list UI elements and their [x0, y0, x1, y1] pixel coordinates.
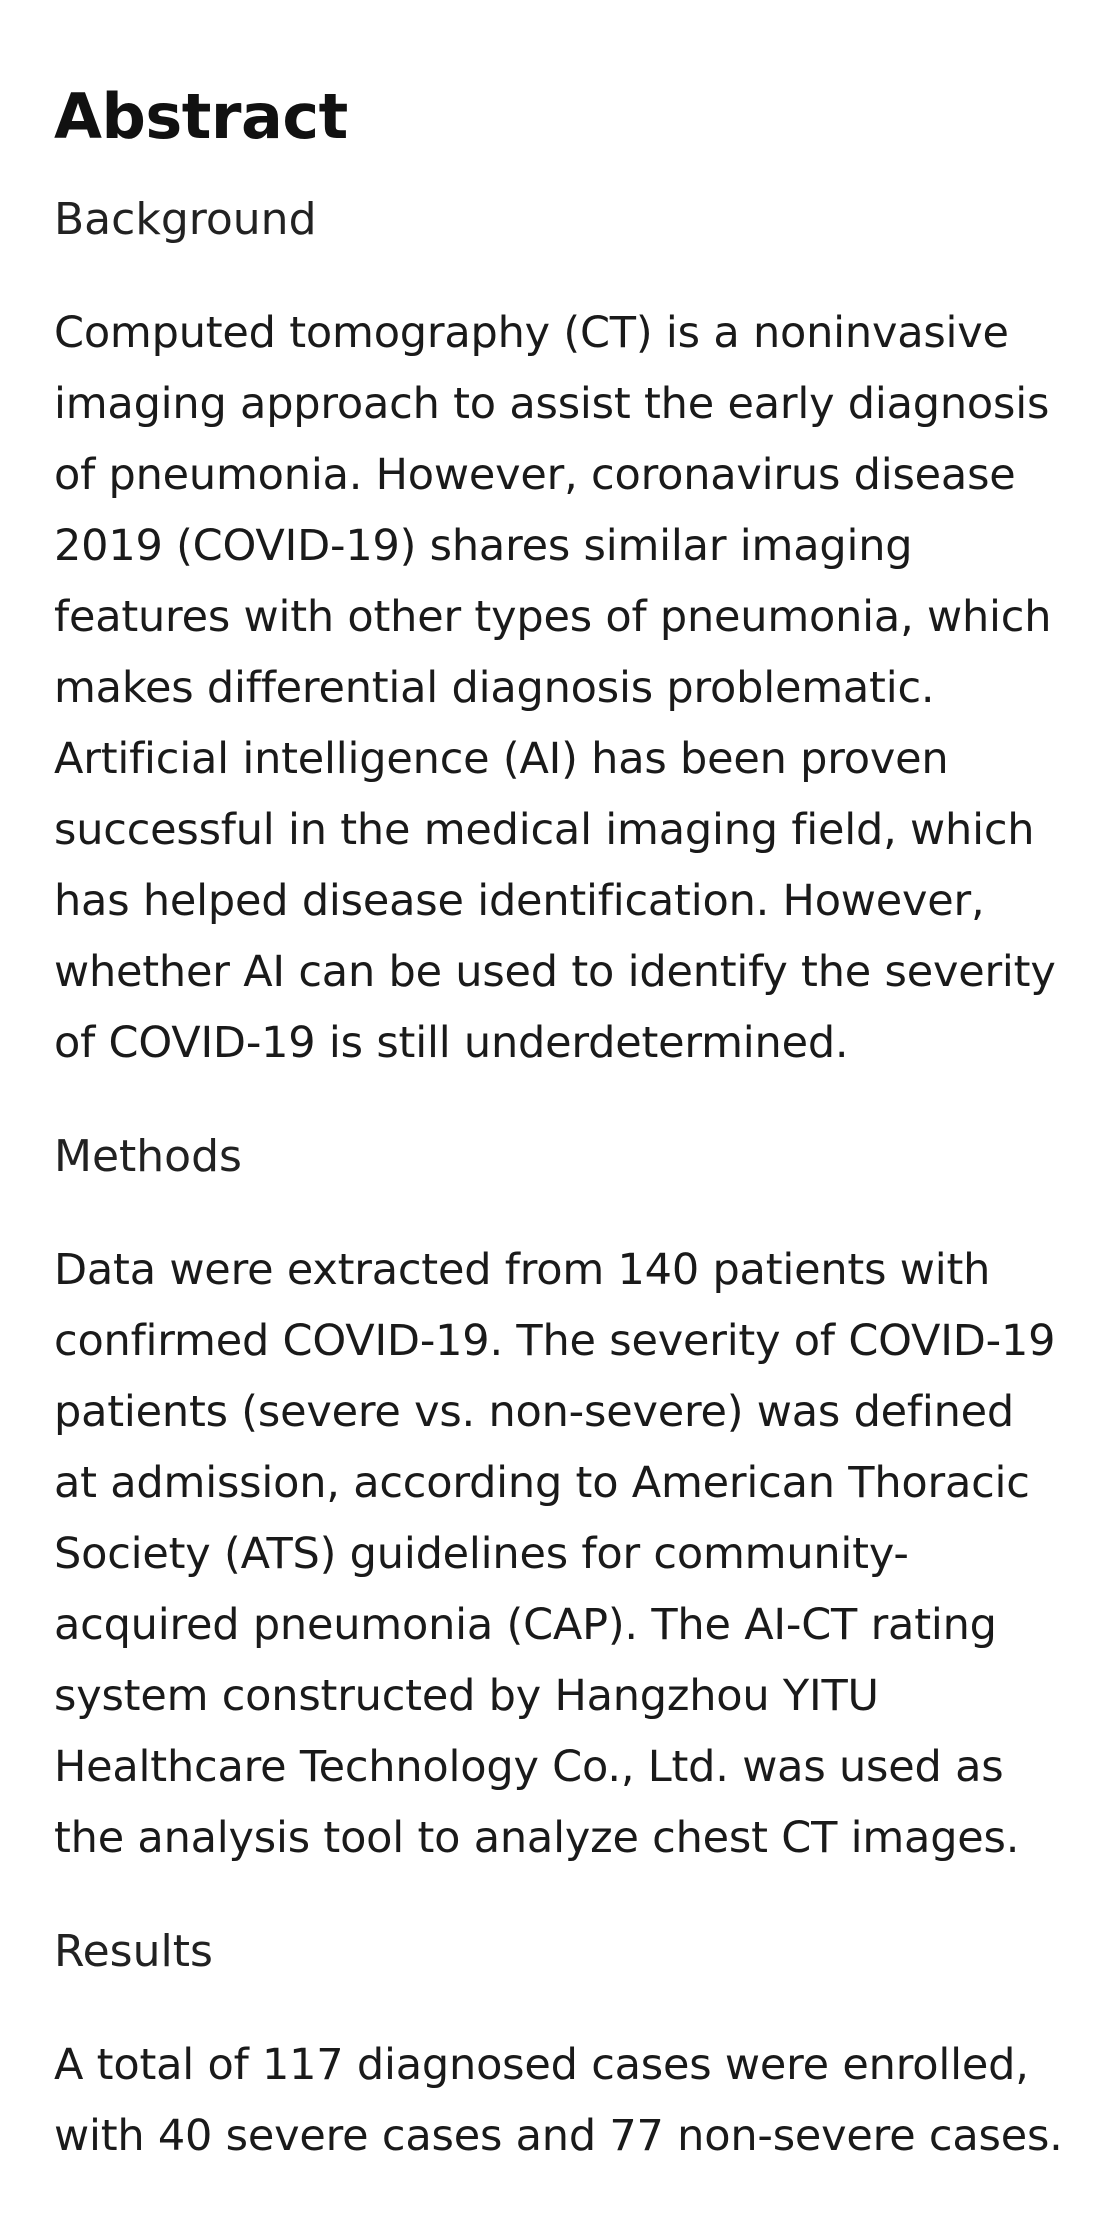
- results-text: A total of 117 diagnosed cases were enrolled, with 40 severe cases and 77 non-severe cases.: [54, 2040, 1063, 2161]
- methods-text: Data were extracted from 140 patients with confirmed COVID-19. The severity of COVID-19 patients (severe vs. non-severe) was defined at admission, according to American Thoracic Society (ATS) guidelines for community-acquired pneumonia (CAP). The AI-CT rating system constructed by Hangzhou YITU Healthcare Technology Co., Ltd. was used as the analysis tool to analyze chest CT images.: [54, 1245, 1056, 1863]
- methods-heading: Methods: [54, 1131, 242, 1182]
- background-text: Computed tomography (CT) is a noninvasive imaging approach to assist the early diagnosis of pneumonia. However, coronavirus disease 2019 (COVID-19) shares similar imaging features with other types of pneumonia, which makes differential diagnosis problematic. Artificial intelligence (AI) has been proven successful in the medical imaging field, which has helped disease identification. However, whether AI can be used to identify the severity of COVID-19 is still underdetermined.: [54, 308, 1056, 1068]
- results-section: [54, 1924, 1063, 2172]
- results-heading: Results: [54, 1926, 213, 1977]
- background-heading: Background: [54, 194, 317, 245]
- methods-section: [54, 1129, 1063, 1874]
- background-section: [54, 192, 1063, 1079]
- abstract-title: Abstract: [54, 80, 348, 153]
